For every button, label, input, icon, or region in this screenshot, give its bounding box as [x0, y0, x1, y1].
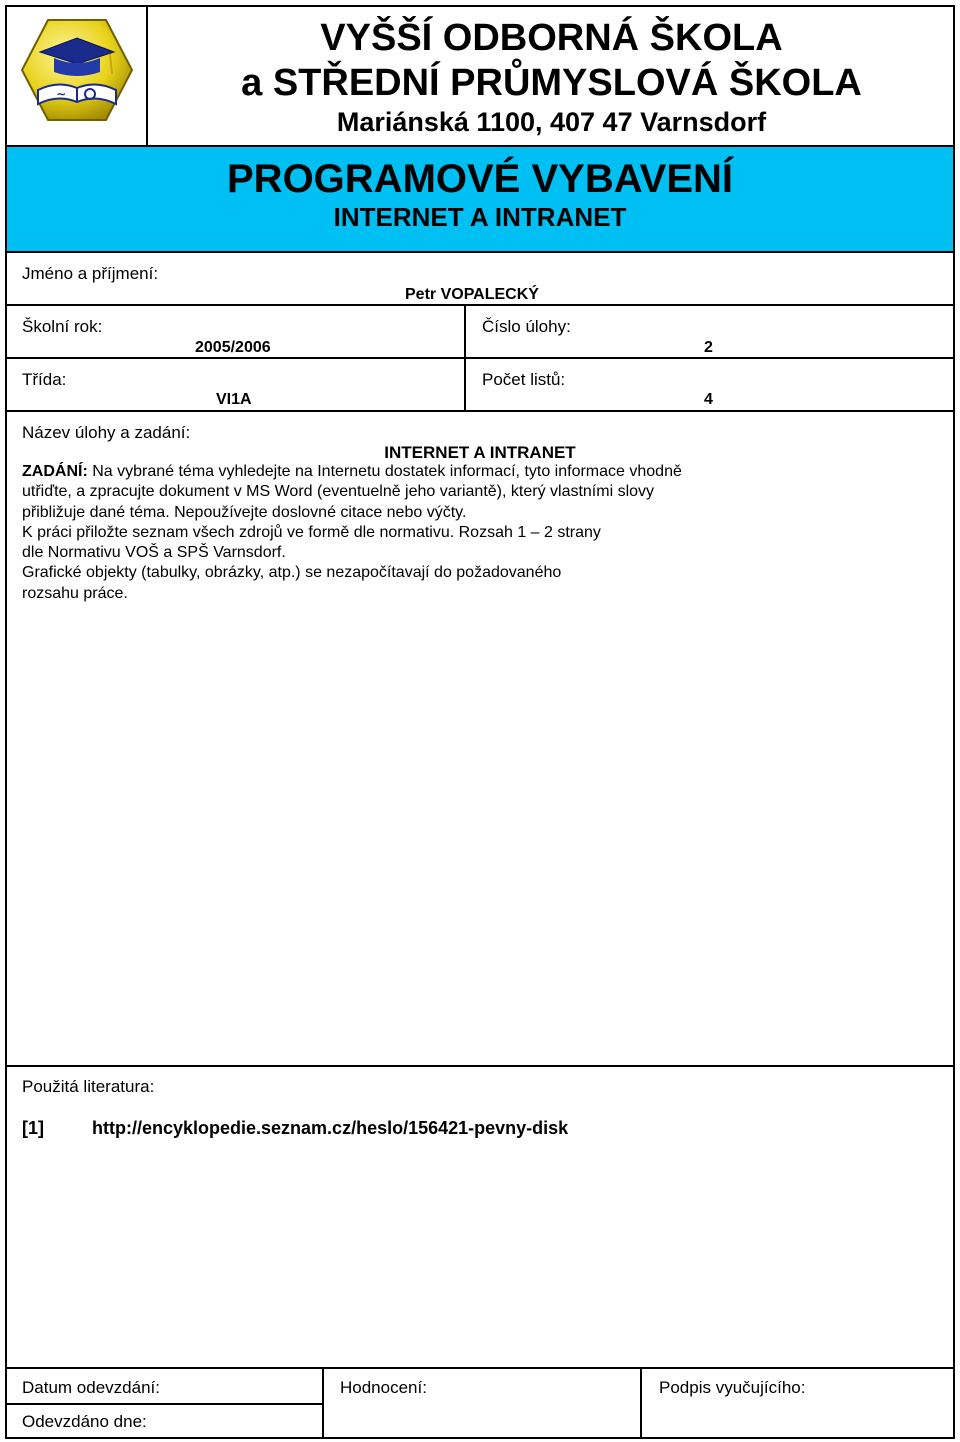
school-year-label: Školní rok: — [22, 317, 103, 336]
sheet-count-value: 4 — [704, 391, 713, 408]
assignment-line: Grafické objekty (tabulky, obrázky, atp.) se nezapočítavají do požadovaného — [22, 564, 562, 582]
footer-divider-2 — [640, 1367, 642, 1439]
assignment-line: utřiďte, a zpracujte dokument v MS Word (eventuelně jeho variantě), který vlastními slovy — [22, 483, 655, 501]
reference-number: [1] — [22, 1118, 44, 1138]
name-value: Petr VOPALECKÝ — [405, 286, 539, 303]
row-line-2 — [5, 357, 955, 359]
school-name-line2: a STŘEDNÍ PRŮMYSLOVÁ ŠKOLA — [241, 62, 862, 104]
middle-divider — [464, 304, 466, 411]
assignment-line: K práci přiložte seznam všech zdrojů ve formě dle normativu. Rozsah 1 – 2 strany — [22, 523, 601, 541]
literature-bottom-line — [5, 1367, 955, 1369]
task-number-value: 2 — [704, 339, 713, 356]
row-line-1 — [5, 304, 955, 306]
assignment-line: přibližuje dané téma. Nepoužívejte doslovné citace nebo výčty. — [22, 503, 467, 521]
sheet-count-label: Počet listů: — [482, 370, 566, 389]
class-value: VI1A — [216, 391, 252, 408]
subject-topic: INTERNET A INTRANET — [333, 202, 627, 232]
assignment-line: dle Normativu VOŠ a SPŠ Varnsdorf. — [22, 544, 286, 562]
task-bottom-line — [5, 1065, 955, 1067]
task-section-label: Název úlohy a zadání: — [22, 423, 191, 442]
task-title: INTERNET A INTRANET — [384, 443, 576, 462]
footer-inner-line — [5, 1403, 323, 1405]
assignment-text: Na vybrané téma vyhledejte na Internetu dostatek informací, tyto informace vhodně — [87, 463, 682, 480]
teacher-signature-label: Podpis vyučujícího: — [659, 1378, 806, 1397]
name-label: Jméno a příjmení: — [22, 264, 159, 283]
school-name-line1: VYŠŠÍ ODBORNÁ ŠKOLA — [320, 17, 783, 59]
row-line-3 — [5, 410, 955, 412]
literature-label: Použitá literatura: — [22, 1077, 155, 1096]
reference-link[interactable]: http://encyklopedie.seznam.cz/heslo/156421-pevny-disk — [92, 1118, 569, 1138]
school-address: Mariánská 1100, 407 47 Varnsdorf — [336, 107, 767, 137]
submitted-date-label: Odevzdáno dne: — [22, 1412, 147, 1431]
banner-bottom-line — [5, 251, 955, 253]
subject-title: PROGRAMOVÉ VYBAVENÍ — [227, 157, 733, 201]
assignment-line — [22, 462, 782, 482]
school-year-value: 2005/2006 — [195, 339, 271, 356]
grade-label: Hodnocení: — [340, 1378, 427, 1397]
svg-text:∼: ∼ — [56, 87, 67, 101]
assignment-line: rozsahu práce. — [22, 584, 128, 602]
school-crest-icon — [20, 18, 134, 122]
assignment-prefix: ZADÁNÍ: — [22, 463, 88, 480]
class-label: Třída: — [22, 370, 67, 389]
due-date-label: Datum odevzdání: — [22, 1378, 160, 1397]
task-number-label: Číslo úlohy: — [482, 317, 571, 336]
task-assignment — [22, 462, 782, 604]
